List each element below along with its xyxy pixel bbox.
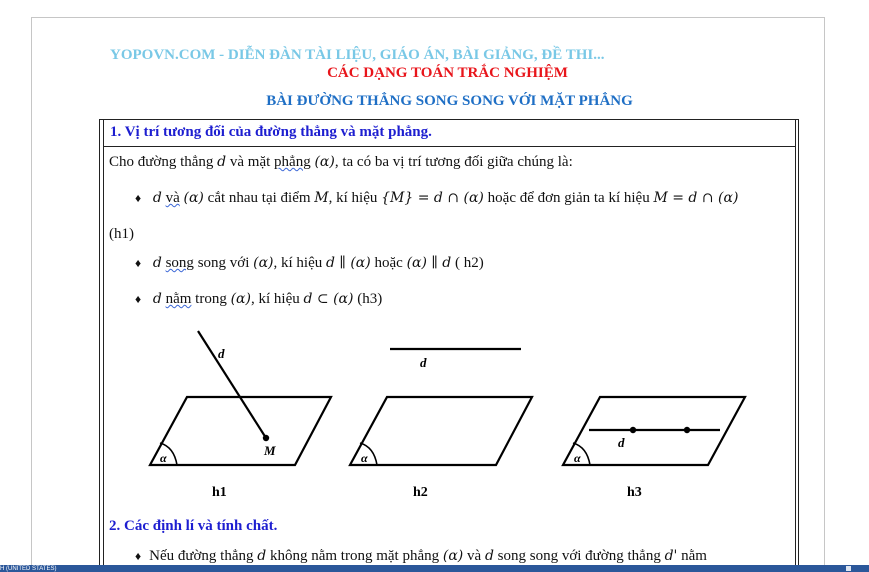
item3-alpha: (α)	[230, 291, 251, 307]
item2-text3: hoặc	[370, 255, 407, 271]
h1-label-d: d	[218, 346, 225, 361]
s2-text3: và	[463, 548, 485, 564]
diamond-bullet-icon: ♦	[135, 191, 142, 205]
intro-d: d	[217, 154, 227, 170]
item1-formula2: M = d ∩ (α)	[653, 190, 739, 206]
watermark-text: YOPOVN.COM - DIỄN ĐÀN TÀI LIỆU, GIÁO ÁN, BÀI GIẢNG, ĐỀ THI...	[110, 47, 605, 63]
item1-alpha: (α)	[183, 190, 204, 206]
item3-formula1: d ⊂ (α)	[303, 291, 354, 307]
section2-item1-line	[135, 548, 707, 565]
s2-text5: nằm	[677, 548, 707, 564]
view-mode-icon[interactable]	[846, 566, 851, 571]
diamond-bullet-icon: ♦	[135, 549, 142, 563]
item1-text2: , kí hiệu	[328, 190, 382, 206]
h3-caption: h3	[627, 485, 642, 500]
s2-text2: không nằm trong mặt phẳng	[266, 548, 443, 564]
s2-d: d	[257, 548, 267, 564]
intro-alpha: (α)	[314, 154, 335, 170]
document-subtitle: BÀI ĐƯỜNG THẲNG SONG SONG VỚI MẶT PHẲNG	[266, 93, 633, 109]
item1-formula1: {M} = d ∩ (α)	[381, 190, 484, 206]
s2-dprime: d'	[664, 548, 678, 564]
h3-label-d: d	[618, 435, 625, 450]
item2-text1: song với	[193, 255, 254, 271]
status-language[interactable]: H (UNITED STATES)	[0, 566, 57, 572]
item2-label: ( h2)	[455, 255, 484, 271]
h1-point-M	[263, 435, 269, 441]
item2-formula2: (α) ∥ d	[406, 255, 452, 271]
h2-plane	[350, 397, 532, 465]
h1-line-d	[198, 331, 266, 438]
intro-phang: phẳng	[274, 154, 311, 170]
diamond-bullet-icon: ♦	[135, 292, 142, 306]
h1-plane	[150, 397, 331, 465]
h2-caption: h2	[413, 485, 428, 500]
intro-text-b: và mặt	[229, 154, 275, 170]
item3-text2: , kí hiệu	[250, 291, 304, 307]
item2-song: song	[165, 255, 194, 271]
s2-text1: Nếu đường thẳng	[149, 548, 258, 564]
h3-label-alpha: α	[574, 451, 581, 465]
item1-text3: hoặc để đơn giản ta kí hiệu	[483, 190, 654, 206]
diamond-bullet-icon: ♦	[135, 256, 142, 270]
item2-text2: , kí hiệu	[273, 255, 327, 271]
h2-label-alpha: α	[361, 451, 368, 465]
h3-point-2	[684, 427, 690, 433]
item2-d: d	[152, 255, 162, 271]
item1-text1: cắt nhau tại điểm	[203, 190, 315, 206]
item2-formula1: d ∥ (α)	[326, 255, 371, 271]
s2-alpha: (α)	[442, 548, 464, 564]
s2-d2: d	[484, 548, 494, 564]
section1-heading: 1. Vị trí tương đối của đường thẳng và mặt phẳng.	[110, 124, 432, 140]
h2-label-d: d	[420, 355, 427, 370]
h1-label-alpha: α	[160, 451, 167, 465]
item3-text1: trong	[191, 291, 231, 307]
item3-label: (h3)	[357, 291, 383, 307]
item1-d: d	[152, 190, 162, 206]
status-bar	[0, 565, 869, 572]
item3-d: d	[152, 291, 162, 307]
document-title: CÁC DẠNG TOÁN TRẮC NGHIỆM	[327, 65, 568, 81]
item2-alpha: (α)	[253, 255, 274, 271]
item1-label: (h1)	[109, 226, 134, 242]
h3-point-1	[630, 427, 636, 433]
item1-M: M	[314, 190, 329, 206]
s2-text4: song song với đường thẳng	[493, 548, 665, 564]
item1-va: và	[165, 190, 180, 206]
section2-heading: 2. Các định lí và tính chất.	[109, 518, 278, 534]
intro-text-c: , ta có ba vị trí tương đối giữa chúng là:	[334, 154, 573, 170]
h1-caption: h1	[212, 485, 227, 500]
intro-text-a: Cho đường thẳng	[109, 154, 218, 170]
h1-label-M: M	[264, 443, 276, 458]
item3-nam: nằm	[165, 291, 192, 307]
